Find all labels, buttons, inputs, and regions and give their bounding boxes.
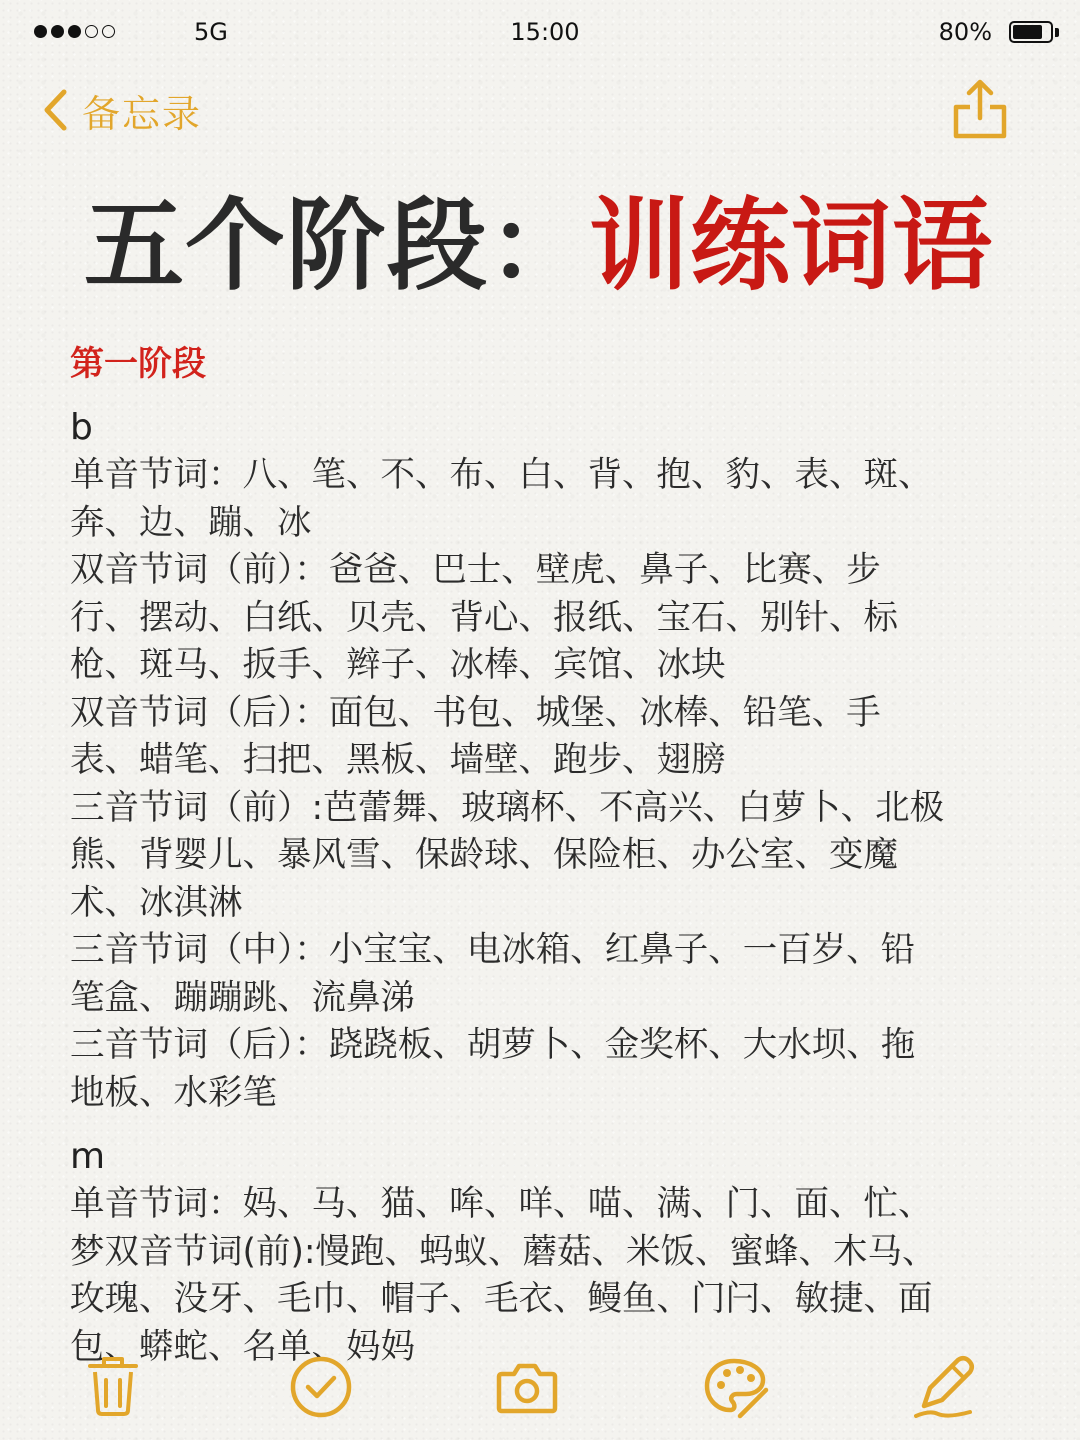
word-line: 表、蜡笔、扫把、黑板、墙壁、跑步、翅膀 [70, 740, 726, 780]
battery-cap [1055, 28, 1059, 37]
letter-heading: m [70, 1136, 106, 1177]
word-line: 枪、斑马、扳手、辫子、冰棒、宾馆、冰块 [70, 645, 726, 685]
word-line: 术、冰淇淋 [70, 882, 243, 923]
title-prefix: 五个阶段： [84, 187, 589, 304]
letter-group-m [70, 1133, 1010, 1371]
word-line: 地板、水彩笔 [70, 1072, 277, 1113]
group-spacer [70, 1117, 1010, 1133]
battery-icon [1009, 21, 1053, 43]
word-line: 单音节词：八、笔、不、布、白、背、抱、豹、表、斑、 [70, 455, 933, 495]
status-bar [0, 0, 1080, 66]
share-icon [952, 127, 1008, 146]
delete-button[interactable] [78, 1352, 148, 1422]
page-title [84, 186, 993, 306]
back-button[interactable] [42, 82, 202, 138]
word-line: 梦双音节词(前):慢跑、蚂蚁、蘑菇、米饭、蜜蜂、木马、 [70, 1231, 937, 1272]
word-line: 奔、边、蹦、冰 [70, 502, 312, 543]
word-line: 单音节词：妈、马、猫、哞、咩、喵、满、门、面、忙、 [70, 1184, 933, 1224]
camera-button[interactable] [492, 1352, 562, 1422]
battery-level [1013, 25, 1042, 39]
word-line: 包、蟒蛇、名单、妈妈 [70, 1326, 415, 1367]
word-line: 玫瑰、没牙、毛巾、帽子、毛衣、鳗鱼、门闩、敏捷、面 [70, 1279, 933, 1319]
battery-percent: 80% [938, 18, 992, 46]
word-line: 双音节词（前）：爸爸、巴士、壁虎、鼻子、比赛、步 [70, 550, 881, 590]
bottom-toolbar [0, 1352, 1080, 1424]
word-line: 行、摆动、白纸、贝壳、背心、报纸、宝石、别针、标 [70, 597, 898, 638]
title-highlight: 训练词语 [589, 187, 993, 304]
status-time: 15:00 [510, 18, 580, 46]
word-line: 三音节词（中）：小宝宝、电冰箱、红鼻子、一百岁、铅 [70, 930, 916, 970]
checklist-icon [286, 1352, 356, 1422]
word-line: 熊、背婴儿、暴风雪、保龄球、保险柜、办公室、变魔 [70, 835, 898, 875]
carrier-label: 5G [194, 18, 228, 46]
trash-icon [78, 1352, 148, 1422]
word-line: 三音节词（前）:芭蕾舞、玻璃杯、不高兴、白萝卜、北极 [70, 787, 945, 828]
word-line: 三音节词（后）：跷跷板、胡萝卜、金奖杯、大水坝、拖 [70, 1025, 916, 1065]
palette-icon [700, 1352, 770, 1422]
chevron-left-icon [42, 88, 68, 132]
word-line: 双音节词（后）：面包、书包、城堡、冰棒、铅笔、手 [70, 692, 881, 733]
compose-button[interactable] [910, 1352, 980, 1422]
back-button-label: 备忘录 [82, 91, 203, 136]
share-button[interactable] [952, 78, 1008, 142]
note-body[interactable] [70, 336, 1010, 1371]
letter-group-b [70, 404, 1010, 1117]
palette-button[interactable] [700, 1352, 770, 1422]
markup-pen-icon [910, 1352, 980, 1422]
letter-heading: b [70, 407, 93, 448]
word-line: 笔盒、蹦蹦跳、流鼻涕 [70, 977, 415, 1018]
stage-heading: 第一阶段 [70, 344, 206, 384]
checklist-button[interactable] [286, 1352, 356, 1422]
camera-icon [492, 1352, 562, 1422]
